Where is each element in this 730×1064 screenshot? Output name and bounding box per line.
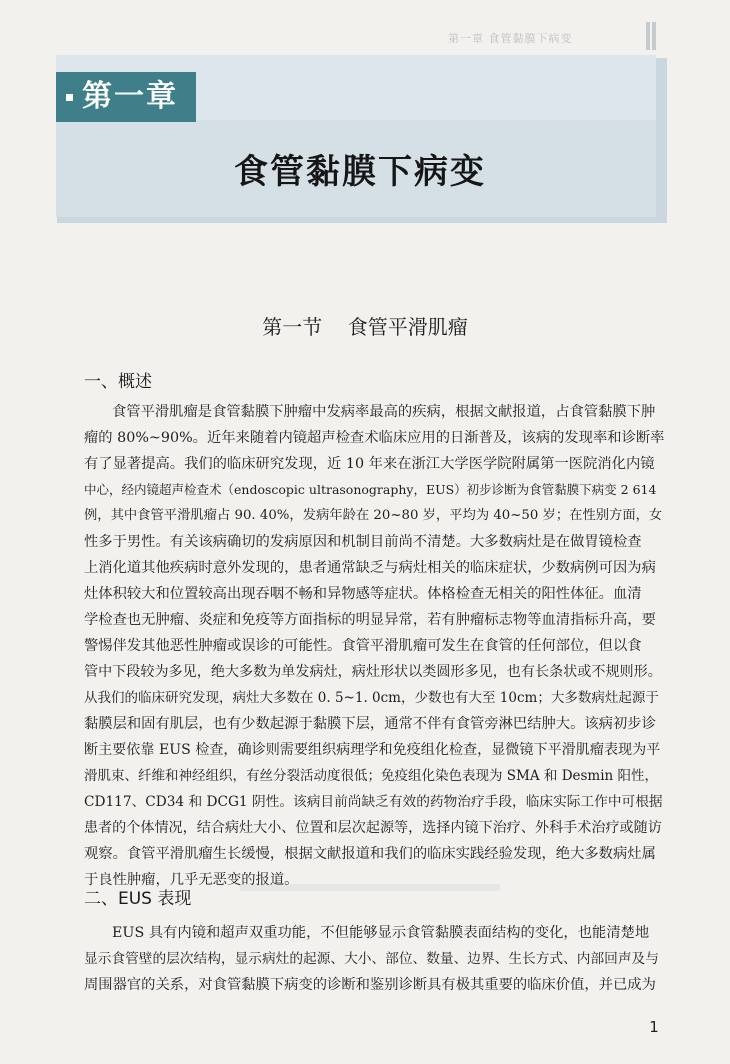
running-head: 第一章 食管黏膜下病变 — [448, 32, 573, 44]
text-line: EUS 具有内镜和超声双重功能，不但能够显示食管黏膜表面结构的变化，也能清楚地 — [112, 925, 650, 941]
text-line: 滑肌束、纤维和神经组织，有丝分裂活动度很低；免疫组化染色表现为 SMA 和 Desmin 阳性， — [84, 768, 659, 784]
subsection-heading-overview: 一、概述 — [84, 372, 152, 392]
corner-mark — [646, 22, 656, 50]
text-line: 从我们的临床研究发现，病灶大多数在 0. 5~1. 0cm，少数也有大至 10cm；大多数病灶起源于 — [84, 690, 659, 706]
text-line: 瘤的 80%~90%。近年来随着内镜超声检查术临床应用的日渐普及，该病的发现率和诊断率 — [84, 430, 665, 446]
text-line: 性多于男性。有关该病确切的发病原因和机制目前尚不清楚。大多数病灶是在做胃镜检查 — [84, 534, 642, 550]
text-line: 观察。食管平滑肌瘤生长缓慢，根据文献报道和我们的临床实践经验发现，绝大多数病灶属 — [84, 846, 656, 862]
bullet-square-icon — [66, 94, 73, 101]
text-line: 上消化道其他疾病时意外发现的，患者通常缺乏与病灶相关的临床症状，少数病例可因为病 — [84, 560, 656, 576]
subsection-heading-eus: 二、EUS 表现 — [84, 889, 192, 909]
text-line: 学检查也无肿瘤、炎症和免疫等方面指标的明显异常，若有肿瘤标志物等血清指标升高，要 — [84, 612, 656, 628]
text-line: 周围器官的关系，对食管黏膜下病变的诊断和鉴别诊断具有极其重要的临床价值，并已成为 — [84, 977, 656, 993]
text-line: 管中下段较为多见，绝大多数为单发病灶，病灶形状以类圆形多见，也有长条状或不规则形。 — [84, 664, 662, 680]
text-line: 患者的个体情况，结合病灶大小、位置和层次起源等，选择内镜下治疗、外科手术治疗或随访 — [84, 820, 662, 836]
text-line: 于良性肿瘤，几乎无恶变的报道。 — [84, 872, 299, 888]
text-line: CD117、CD34 和 DCG1 阴性。该病目前尚缺乏有效的药物治疗手段，临床实际工作中可根据 — [84, 794, 663, 810]
text-line: 中心，经内镜超声检查术（endoscopic ultrasonography，EUS）初步诊断为食管黏膜下病变 2 614 — [84, 482, 657, 497]
section-title: 第一节 食管平滑肌瘤 — [262, 315, 468, 339]
text-line: 黏膜层和固有肌层，也有少数起源于黏膜下层，通常不伴有食管旁淋巴结肿大。该病初步诊 — [84, 716, 656, 732]
page-number: 1 — [649, 1018, 659, 1036]
chapter-label: 第一章 — [82, 79, 178, 114]
text-line: 灶体积较大和位置较高出现吞咽不畅和异物感等症状。体格检查无相关的阳性体征。血清 — [84, 586, 642, 602]
text-line: 有了显著提高。我们的临床研究发现，近 10 年来在浙江大学医学院附属第一医院消化内镜 — [84, 456, 655, 472]
text-line: 显示食管壁的层次结构，显示病灶的起源、大小、部位、数量、边界、生长方式、内部回声及与 — [84, 951, 659, 967]
text-line: 警惕伴发其他恶性肿瘤或误诊的可能性。食管平滑肌瘤可发生在食管的任何部位，但以食 — [84, 638, 642, 654]
text-line: 例，其中食管平滑肌瘤占 90. 40%，发病年龄在 20~80 岁，平均为 40~50 岁；在性别方面，女 — [84, 508, 663, 523]
chapter-label-tab — [56, 72, 196, 122]
text-line: 断主要依靠 EUS 检查，确诊则需要组织病理学和免疫组化检查，显微镜下平滑肌瘤表现为平 — [84, 742, 661, 758]
text-line: 食管平滑肌瘤是食管黏膜下肿瘤中发病率最高的疾病，根据文献报道，占食管黏膜下肿 — [112, 404, 656, 420]
chapter-title: 食管黏膜下病变 — [234, 152, 486, 192]
